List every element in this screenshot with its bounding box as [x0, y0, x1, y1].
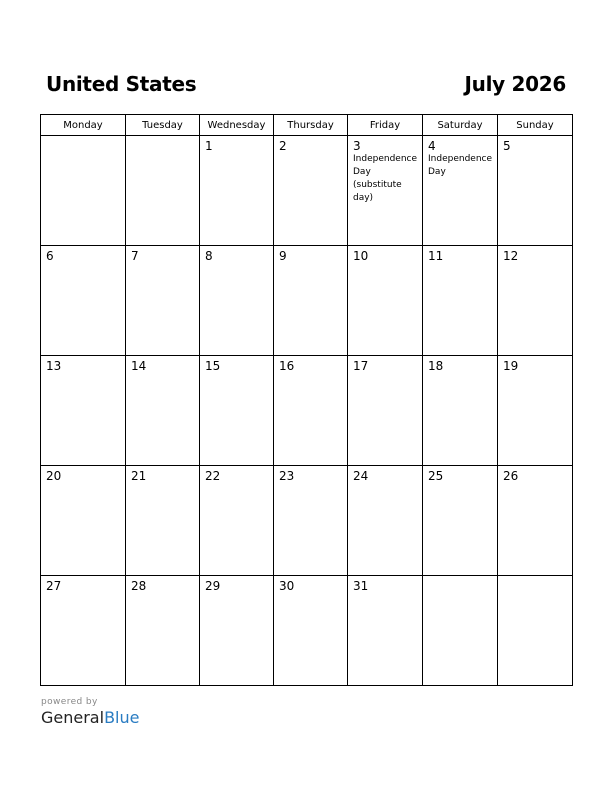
empty-day-cell	[126, 136, 200, 246]
week-row	[41, 246, 573, 356]
day-cell	[274, 246, 348, 356]
day-cell	[498, 356, 573, 466]
day-number: 2	[279, 139, 287, 153]
week-row	[41, 356, 573, 466]
day-number: 21	[131, 469, 147, 483]
day-number: 28	[131, 579, 147, 593]
day-number: 7	[131, 249, 139, 263]
week-row	[41, 576, 573, 686]
week-row	[41, 466, 573, 576]
day-number: 12	[503, 249, 519, 263]
powered-by-text: powered by	[41, 697, 98, 707]
day-number: 8	[205, 249, 213, 263]
day-number: 9	[279, 249, 287, 263]
day-cell	[423, 136, 498, 246]
month-title: July 2026	[464, 72, 566, 96]
weekday-header-saturday: Saturday	[423, 115, 498, 136]
day-cell	[423, 466, 498, 576]
day-cell	[274, 356, 348, 466]
day-number: 26	[503, 469, 519, 483]
day-number: 14	[131, 359, 147, 373]
logo-text-blue: Blue	[104, 708, 140, 727]
day-number: 16	[279, 359, 295, 373]
day-cell	[348, 246, 423, 356]
day-number: 15	[205, 359, 221, 373]
day-number: 17	[353, 359, 369, 373]
day-cell	[126, 246, 200, 356]
weekday-header-wednesday: Wednesday	[200, 115, 274, 136]
day-number: 18	[428, 359, 444, 373]
day-number: 24	[353, 469, 369, 483]
day-number: 3	[353, 139, 361, 153]
day-cell	[41, 246, 126, 356]
day-number: 22	[205, 469, 221, 483]
empty-day-cell	[498, 576, 573, 686]
day-number: 4	[428, 139, 436, 153]
day-cell	[274, 466, 348, 576]
logo-text-general: General	[41, 708, 105, 727]
day-number: 11	[428, 249, 444, 263]
week-row	[41, 136, 573, 246]
day-cell	[348, 576, 423, 686]
day-cell	[423, 356, 498, 466]
day-number: 1	[205, 139, 213, 153]
calendar-body	[41, 136, 573, 686]
day-cell	[126, 466, 200, 576]
weekday-header-thursday: Thursday	[274, 115, 348, 136]
holiday-label: Independence Day	[428, 154, 493, 177]
day-number: 31	[353, 579, 369, 593]
day-cell	[200, 466, 274, 576]
day-cell	[126, 356, 200, 466]
day-cell	[423, 246, 498, 356]
day-cell	[41, 576, 126, 686]
day-cell	[348, 136, 423, 246]
day-number: 6	[46, 249, 54, 263]
empty-day-cell	[41, 136, 126, 246]
day-number: 27	[46, 579, 62, 593]
calendar-grid	[40, 114, 573, 686]
day-cell	[200, 136, 274, 246]
day-cell	[41, 356, 126, 466]
day-cell	[126, 576, 200, 686]
day-number: 19	[503, 359, 519, 373]
day-cell	[200, 576, 274, 686]
day-number: 29	[205, 579, 221, 593]
country-title: United States	[46, 72, 197, 96]
day-number: 30	[279, 579, 295, 593]
day-number: 25	[428, 469, 444, 483]
day-cell	[274, 576, 348, 686]
weekday-header-sunday: Sunday	[498, 115, 573, 136]
day-cell	[274, 136, 348, 246]
title-row	[46, 72, 566, 98]
day-cell	[200, 246, 274, 356]
weekday-header-row	[41, 115, 573, 136]
generalblue-logo[interactable]	[41, 708, 139, 728]
day-cell	[348, 356, 423, 466]
day-cell	[200, 356, 274, 466]
day-number: 13	[46, 359, 62, 373]
weekday-header-friday: Friday	[348, 115, 423, 136]
day-number: 5	[503, 139, 511, 153]
day-cell	[348, 466, 423, 576]
day-cell	[498, 246, 573, 356]
day-cell	[498, 466, 573, 576]
day-number: 20	[46, 469, 62, 483]
empty-day-cell	[423, 576, 498, 686]
day-number: 10	[353, 249, 369, 263]
weekday-header-tuesday: Tuesday	[126, 115, 200, 136]
footer	[41, 697, 139, 728]
day-cell	[498, 136, 573, 246]
holiday-label: Independence Day (substitute day)	[353, 154, 418, 203]
weekday-header-monday: Monday	[41, 115, 126, 136]
day-cell	[41, 466, 126, 576]
day-number: 23	[279, 469, 295, 483]
